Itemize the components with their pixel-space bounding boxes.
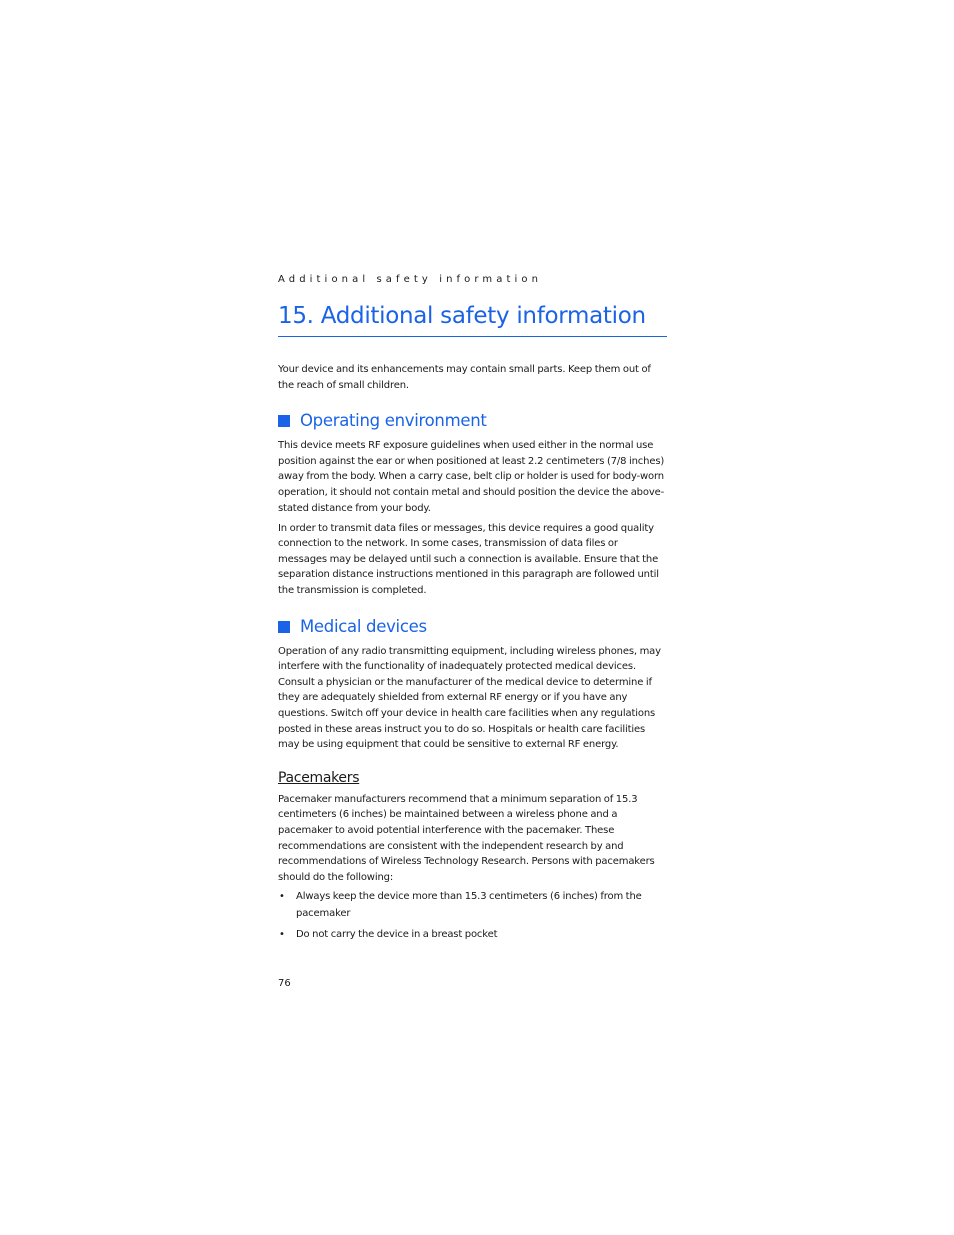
pacemakers-paragraph: Pacemaker manufacturers recommend that a minimum separation of 15.3 centimeters (6 inches) be maintained between a wireless phone and a pacemaker to avoid potential interference with the pacemaker. These recommendations are consistent with the independent research by and recommendations of Wireless Technology Research. Persons with pacemakers should do the following: (278, 793, 655, 883)
operating-paragraph-1: This device meets RF exposure guidelines when used either in the normal use position against the ear or when positioned at least 2.2 centimeters (7/8 inches) away from the body. When a carry case, belt clip or holder is used for body-worn operation, it should not contain metal and should position the device the above-stated distance from your body. (278, 440, 665, 514)
list-item (278, 926, 667, 943)
bullet-icon: • (279, 891, 285, 903)
section-heading-medical-devices (278, 614, 667, 640)
section-title: Operating environment (300, 411, 487, 431)
blue-square-icon (278, 415, 290, 427)
intro-paragraph: Your device and its enhancements may contain small parts. Keep them out of the reach of small children. (278, 364, 651, 391)
medical-paragraph: Operation of any radio transmitting equipment, including wireless phones, may interfere with the functionality of inadequately protected medical devices. Consult a physician or the manufacturer of the medical device to determine if they are adequately shielded from external RF energy or if you have any questions. Switch off your device in health care facilities when any regulations posted in these areas instruct you to do so. Hospitals or health care facilities may be using equipment that could be sensitive to external RF energy. (278, 645, 661, 751)
blue-square-icon (278, 621, 290, 633)
page-number: 76 (278, 978, 291, 990)
bullet-icon: • (279, 929, 285, 941)
list-item (278, 888, 667, 922)
pacemakers-bullet-list (278, 888, 667, 943)
document-page (278, 272, 667, 991)
operating-paragraph-2: In order to transmit data files or messages, this device requires a good quality connection to the network. In some cases, transmission of data files or messages may be delayed until such a connection is available. Ensure that the separation distance instructions mentioned in this paragraph are followed until the transmission is completed. (278, 522, 659, 597)
subsection-title-pacemakers: Pacemakers (278, 769, 360, 786)
chapter-title: 15. Additional safety information (278, 299, 667, 337)
section-title: Medical devices (300, 616, 427, 636)
list-item-text: Always keep the device more than 15.3 centimeters (6 inches) from the pacemaker (296, 891, 642, 920)
running-header: Additional safety information (278, 274, 543, 285)
section-heading-operating-environment (278, 408, 667, 434)
list-item-text: Do not carry the device in a breast pocket (296, 929, 498, 941)
